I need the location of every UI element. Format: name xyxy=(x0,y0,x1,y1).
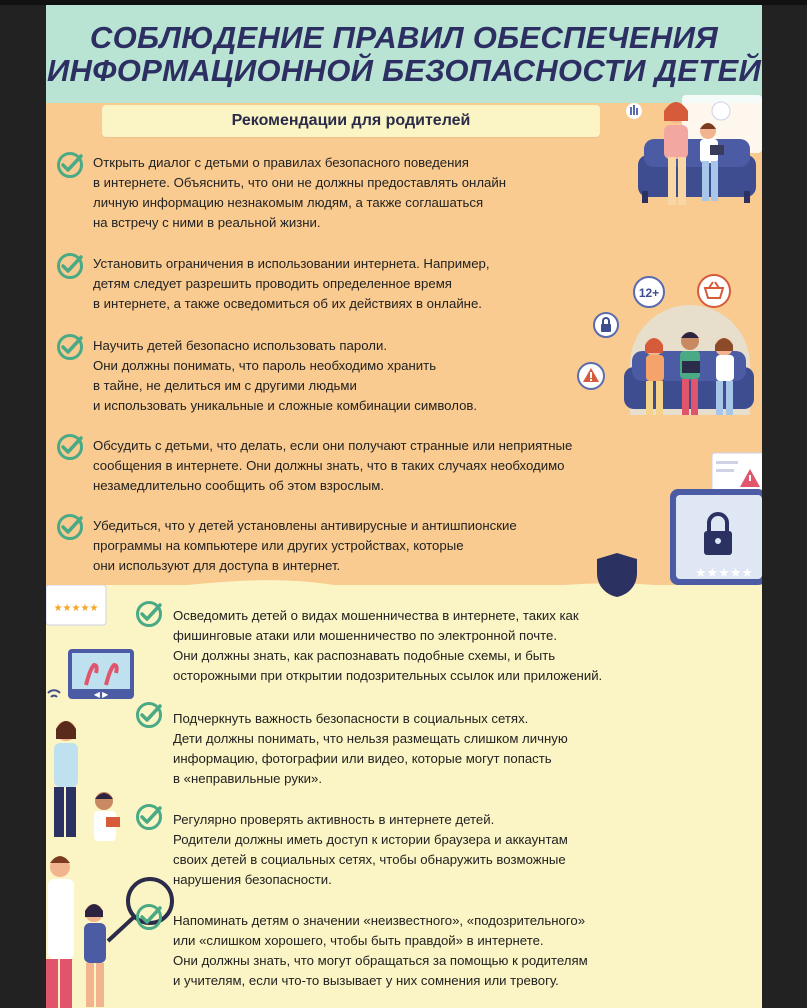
recommendation-1: Открыть диалог с детьми о правилах безопасного поведения в интернете. Объяснить, что они не должны предоставлять онлайн личную информацию незнакомым людям, а также соглашаться на встречу с ними в реальной жизни. xyxy=(93,155,506,230)
padlock-monitor-illustration xyxy=(668,487,762,587)
checkmark-circle-icon xyxy=(135,803,163,831)
checkmark-circle-icon xyxy=(135,600,163,628)
shopping-basket-icon xyxy=(696,273,732,309)
svg-text:★★★★★: ★★★★★ xyxy=(694,565,754,580)
kids-on-sofa-illustration xyxy=(620,305,762,425)
recommendation-7: Подчеркнуть важность безопасности в социальных сетях. Дети должны понимать, что нельзя размещать слишком личную информацию, фотографии или видео, которые могут попасть в «неправильные руки». xyxy=(173,711,568,786)
recommendation-8: Регулярно проверять активность в интернете детей. Родители должны иметь доступ к истории браузера и аккаунтам своих детей в социальных сетях, чтобы обнаружить возможные нарушения безопасности. xyxy=(173,812,568,887)
browser-photo-illustration xyxy=(46,585,136,715)
recommendation-3: Научить детей безопасно использовать пароли. Они должны понимать, что пароль необходимо хранить в тайне, не делиться им с другими людьми и использовать уникальные и сложные комбинации символов. xyxy=(93,338,478,413)
checkmark-circle-icon xyxy=(135,903,163,931)
title-line-1: СОБЛЮДЕНИЕ ПРАВИЛ ОБЕСПЕЧЕНИЯ xyxy=(89,20,719,55)
checkmark-circle-icon xyxy=(56,151,84,179)
recommendation-9: Напоминать детям о значении «неизвестного», «подозрительного» или «слишком хорошего, чтобы быть правдой» в интернете. Они должны знать, что могут обращаться за помощью к родителям и учителям, если что-то вызывает у них сомнения или тревогу. xyxy=(173,913,588,988)
infographic-poster xyxy=(46,5,762,1008)
recommendation-5: Убедиться, что у детей установлены антивирусные и антишпионские программы на компьютере или других устройствах, которые они используют для доступа в интернет. xyxy=(93,518,517,573)
lock-bubble-icon xyxy=(592,311,620,339)
subtitle-box xyxy=(102,105,600,137)
checkmark-circle-icon xyxy=(56,333,84,361)
title-line-2: ИНФОРМАЦИОННОЙ БЕЗОПАСНОСТИ ДЕТЕЙ xyxy=(46,53,762,88)
recommendation-6: Осведомить детей о видах мошенничества в интернете, таких как фишинговые атаки или мошенничество по электронной почте. Они должны знать, как распознавать подобные схемы, и быть осторожными при открытии подозрительных ссылок или приложений. xyxy=(173,608,603,683)
svg-text:◀ ▶: ◀ ▶ xyxy=(93,690,109,699)
age-rating-badge-icon xyxy=(632,275,666,309)
checkmark-circle-icon xyxy=(56,252,84,280)
recommendation-2: Установить ограничения в использовании интернета. Например, детям следует разрешить проводить определенное время в интернете, а также осведомиться об их действиях в онлайне. xyxy=(93,256,490,311)
woman-and-boy-illustration xyxy=(46,719,130,859)
checkmark-circle-icon xyxy=(56,513,84,541)
svg-text:★★★★★: ★★★★★ xyxy=(53,603,99,614)
checkmark-circle-icon xyxy=(56,433,84,461)
subtitle: Рекомендации для родителей xyxy=(231,112,471,129)
svg-text:12+: 12+ xyxy=(638,286,660,300)
checkmark-circle-icon xyxy=(135,701,163,729)
recommendation-4: Обсудить с детьми, что делать, если они получают странные или неприятные сообщения в интернете. Они должны знать, что в таких случаях необходимо незамедлительно сообщить об этом взрослым. xyxy=(93,438,573,493)
poster-title xyxy=(46,21,762,87)
